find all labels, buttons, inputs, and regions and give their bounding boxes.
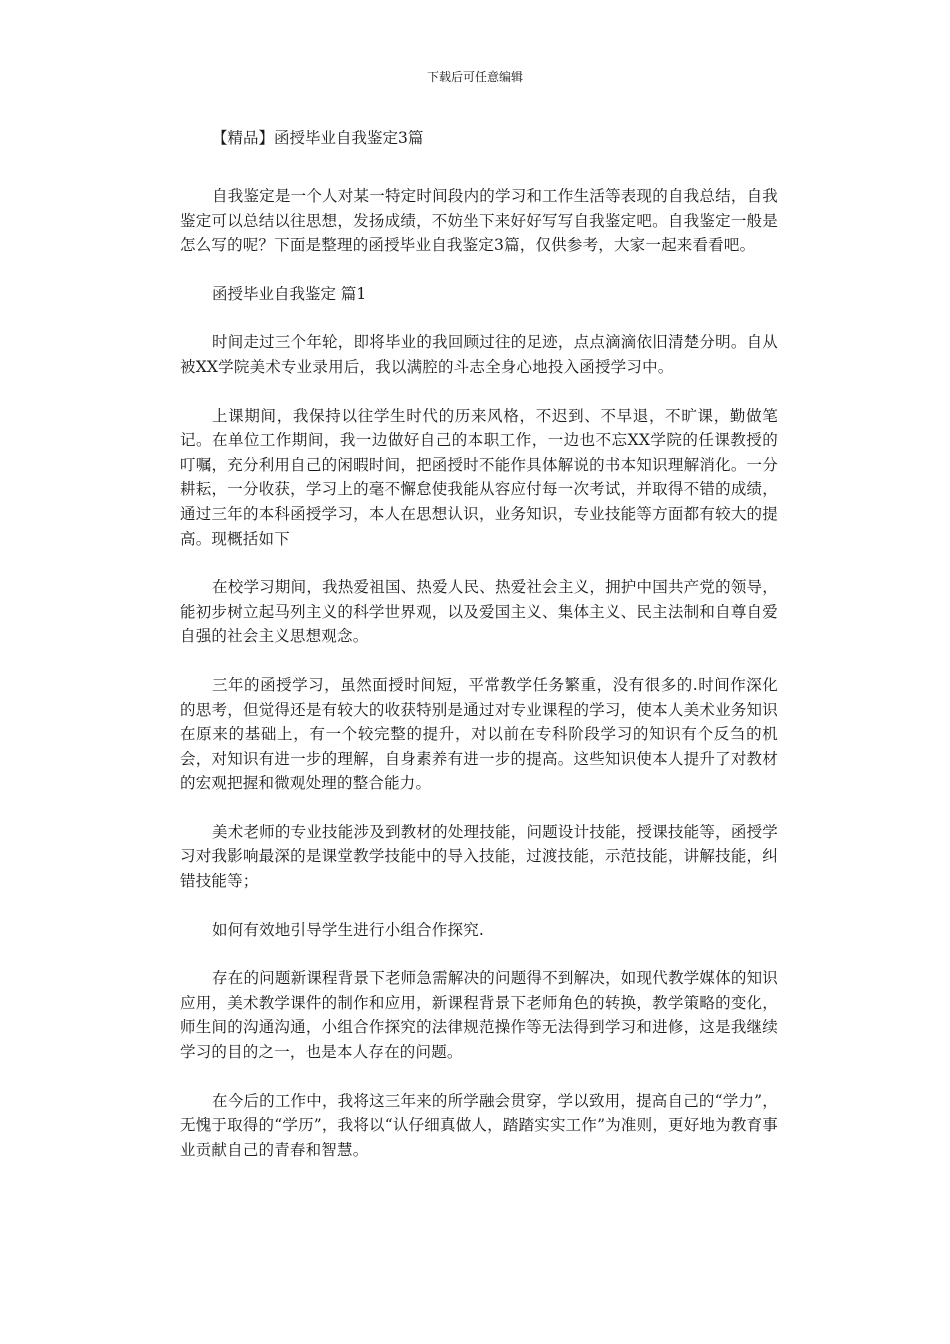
body-paragraph: 上课期间，我保持以往学生时代的历来风格，不迟到、不早退，不旷课，勤做笔记。在单位工作期间，我一边做好自己的本职工作，一边也不忘XX学院的任课教授的叮嘱，充分利用自己的闲暇时间，把函授时不能作具体解说的书本知识理解消化。一分耕耘，一分收获，学习上的毫不懈怠使我能从容应付每一次考试，并取得不错的成绩，通过三年的本科函授学习，本人在思想认识，业务知识，专业技能等方面都有较大的提高。现概括如下	[180, 406, 778, 548]
body-paragraph: 在今后的工作中，我将这三年来的所学融会贯穿，学以致用，提高自己的“学力”，无愧于取得的“学历”，我将以“认仔细真做人，踏踏实实工作”为准则，更好地为教育事业贡献自己的青春和智慧。	[180, 1091, 778, 1159]
body-paragraph: 在校学习期间，我热爱祖国、热爱人民、热爱社会主义，拥护中国共产党的领导，能初步树立起马列主义的科学世界观，以及爱国主义、集体主义、民主法制和自尊自爱自强的社会主义思想观念。	[180, 578, 778, 646]
body-paragraph: 如何有效地引导学生进行小组合作探究.	[212, 920, 485, 939]
body-paragraph: 美术老师的专业技能涉及到教材的处理技能，问题设计技能，授课技能等，函授学习对我影响最深的是课堂教学技能中的导入技能，过渡技能，示范技能，讲解技能，纠错技能等；	[180, 822, 778, 891]
section-heading: 函授毕业自我鉴定 篇1	[212, 284, 367, 303]
body-paragraph: 存在的问题新课程背景下老师急需解决的问题得不到解决，如现代教学媒体的知识应用，美术教学课件的制作和应用，新课程背景下老师角色的转换，教学策略的变化，师生间的沟通沟通，小组合作探究的法律规范操作等无法得到学习和进修，这是我继续学习的目的之一，也是本人存在的问题。	[180, 969, 778, 1062]
body-paragraph: 三年的函授学习，虽然面授时间短，平常教学任务繁重，没有很多的.时间作深化的思考，但觉得还是有较大的收获特别是通过对专业课程的学习，使本人美术业务知识在原来的基础上，有一个较完整的提升，对以前在专科阶段学习的知识有个反刍的机会，对知识有进一步的理解，自身素养有进一步的提高。这些知识使本人提升了对教材的宏观把握和微观处理的整合能力。	[180, 675, 778, 793]
document-body	[180, 126, 778, 1186]
intro-paragraph: 自我鉴定是一个人对某一特定时间段内的学习和工作生活等表现的自我总结，自我鉴定可以总结以往思想，发扬成绩，不妨坐下来好好写写自我鉴定吧。自我鉴定一般是怎么写的呢？下面是整理的函授毕业自我鉴定3篇，仅供参考，大家一起来看看吧。	[180, 187, 778, 255]
page-header-caption: 下载后可任意编辑	[426, 70, 523, 84]
body-paragraph: 时间走过三个年轮，即将毕业的我回顾过往的足迹，点点滴滴依旧清楚分明。自从被XX学院美术专业录用后，我以满腔的斗志全身心地投入函授学习中。	[180, 333, 778, 376]
document-title: 【精品】函授毕业自我鉴定3篇	[212, 129, 424, 147]
